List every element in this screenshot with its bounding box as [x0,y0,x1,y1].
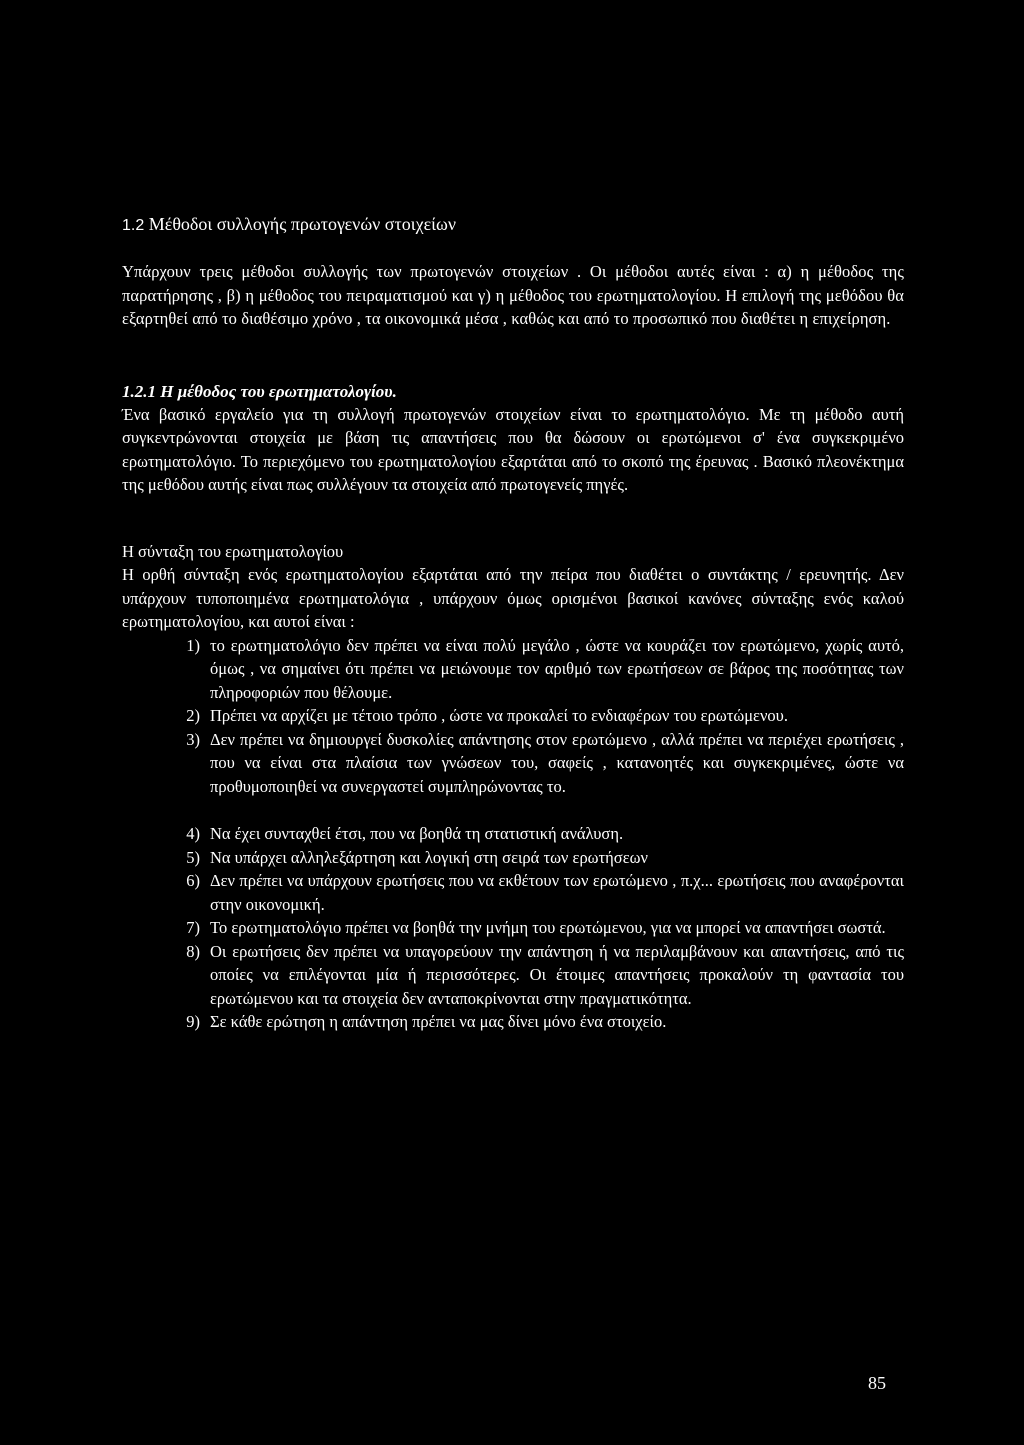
list-item-number: 5) [186,847,200,867]
section-number: 1.2 [122,217,145,234]
list-item-text: Οι ερωτήσεις δεν πρέπει να υπαγορεύουν την απάντηση ή να περιλαμβάνουν και απαντήσεις, από τις οποίες να επιλέγονται μία ή περισσότερες. Οι έτοιμες απαντήσεις προκαλούν τη φαντασία του ερωτώμενου και τα στοιχεία δεν ανταποκρίνονται στην πραγματικότητα. [210,941,904,1008]
list-item-number: 7) [186,918,200,937]
list-item [122,822,904,846]
composition-heading: Η σύνταξη του ερωτηματολογίου [122,541,344,561]
section-title: Μέθοδοι συλλογής πρωτογενών στοιχείων [148,214,456,234]
subsection-paragraph: Ένα βασικό εργαλείο για τη συλλογή πρωτογενών στοιχείων είναι το ερωτηματολόγιο. Με τη μέθοδο αυτή συγκεντρώνονται στοιχεία με βάση τις απαντήσεις που θα δώσουν οι ερωτώμενοι σ' ένα συγκεκριμένο ερωτηματολόγιο. Το περιεχόμενο του ερωτηματολογίου εξαρτάται από το σκοπό της έρευνας . Βασικό πλεονέκτημα της μεθόδου αυτής είναι πως συλλέγουν τα στοιχεία από πρωτογενείς πηγές. [122,404,904,494]
section-heading [122,212,904,238]
section-intro-paragraph: Υπάρχουν τρεις μέθοδοι συλλογής των πρωτογενών στοιχείων . Οι μέθοδοι αυτές είναι : α) η μέθοδος της παρατήρησης , β) η μέθοδος του πειραματισμού και γ) η μέθοδος του ερωτηματολογίου. Η επιλογή της μεθόδου θα εξαρτηθεί από το διαθέσιμο χρόνο , τα οικονομικά μέσα , καθώς και από το προσωπικό που διαθέτει η επιχείρηση. [122,262,904,328]
list-item-text: Πρέπει να αρχίζει με τέτοιο τρόπο , ώστε να προκαλεί το ενδιαφέρων του ερωτώμενου. [210,706,788,725]
list-item-number: 6) [186,871,200,890]
list-item-text: Το ερωτηματολόγιο πρέπει να βοηθά την μνήμη του ερωτώμενου, για να μπορεί να απαντήσει σωστά. [210,918,886,937]
composition-paragraph: Η ορθή σύνταξη ενός ερωτηματολογίου εξαρτάται από την πείρα που διαθέτει ο συντάκτης / ερευνητής. Δεν υπάρχουν τυποποιημένα ερωτηματολόγια , υπάρχουν όμως ορισμένοι βασικοί κανόνες σύνταξης ενός καλού ερωτηματολογίου, και αυτοί είναι : [122,565,904,631]
list-item [122,1010,904,1034]
page-number: 85 [868,1373,886,1393]
list-item-number: 2) [186,706,200,725]
list-item-number: 9) [186,1012,200,1031]
list-item-text: Να έχει συνταχθεί έτσι, που να βοηθά τη στατιστική ανάλυση. [210,824,624,843]
list-item [122,940,904,1011]
list-item [122,869,904,916]
list-item-number: 4) [186,824,200,843]
list-item-number: 3) [186,729,200,749]
rules-list [122,634,904,1034]
list-item-text: Δεν πρέπει να δημιουργεί δυσκολίες απάντησης στον ερωτώμενο , αλλά πρέπει να περιέχει ερωτήσεις , που να είναι στα πλαίσια των γνώσεων του, σαφείς , κατανοητές και συγκεκριμένες, ώστε να προθυμοποιηθεί να συνεργαστεί συμπληρώνοντας το. [210,729,904,796]
list-item [122,634,904,705]
list-item-number: 8) [186,941,200,961]
list-item [122,916,904,940]
list-item [122,846,904,870]
list-item [122,728,904,799]
list-item-number: 1) [186,635,200,655]
document-page [122,212,904,1034]
list-item-text: το ερωτηματολόγιο δεν πρέπει να είναι πολύ μεγάλο , ώστε να κουράζει τον ερωτώμενο, χωρίς αυτό, όμως , να σημαίνει ότι πρέπει να μειώνουμε τον αριθμό των ερωτήσεων σε βάρος της ποσότητας των πληροφοριών που θέλουμε. [210,635,904,702]
list-item [122,704,904,728]
list-item-text: Να υπάρχει αλληλεξάρτηση και λογική στη σειρά των ερωτήσεων [210,847,648,867]
subsection-heading: 1.2.1 Η μέθοδος του ερωτηματολογίου. [122,381,397,401]
list-item-text: Δεν πρέπει να υπάρχουν ερωτήσεις που να εκθέτουν των ερωτώμενο , π.χ... ερωτήσεις που αναφέρονται στην οικονομική. [210,871,904,914]
list-item-text: Σε κάθε ερώτηση η απάντηση πρέπει να μας δίνει μόνο ένα στοιχείο. [210,1012,667,1031]
